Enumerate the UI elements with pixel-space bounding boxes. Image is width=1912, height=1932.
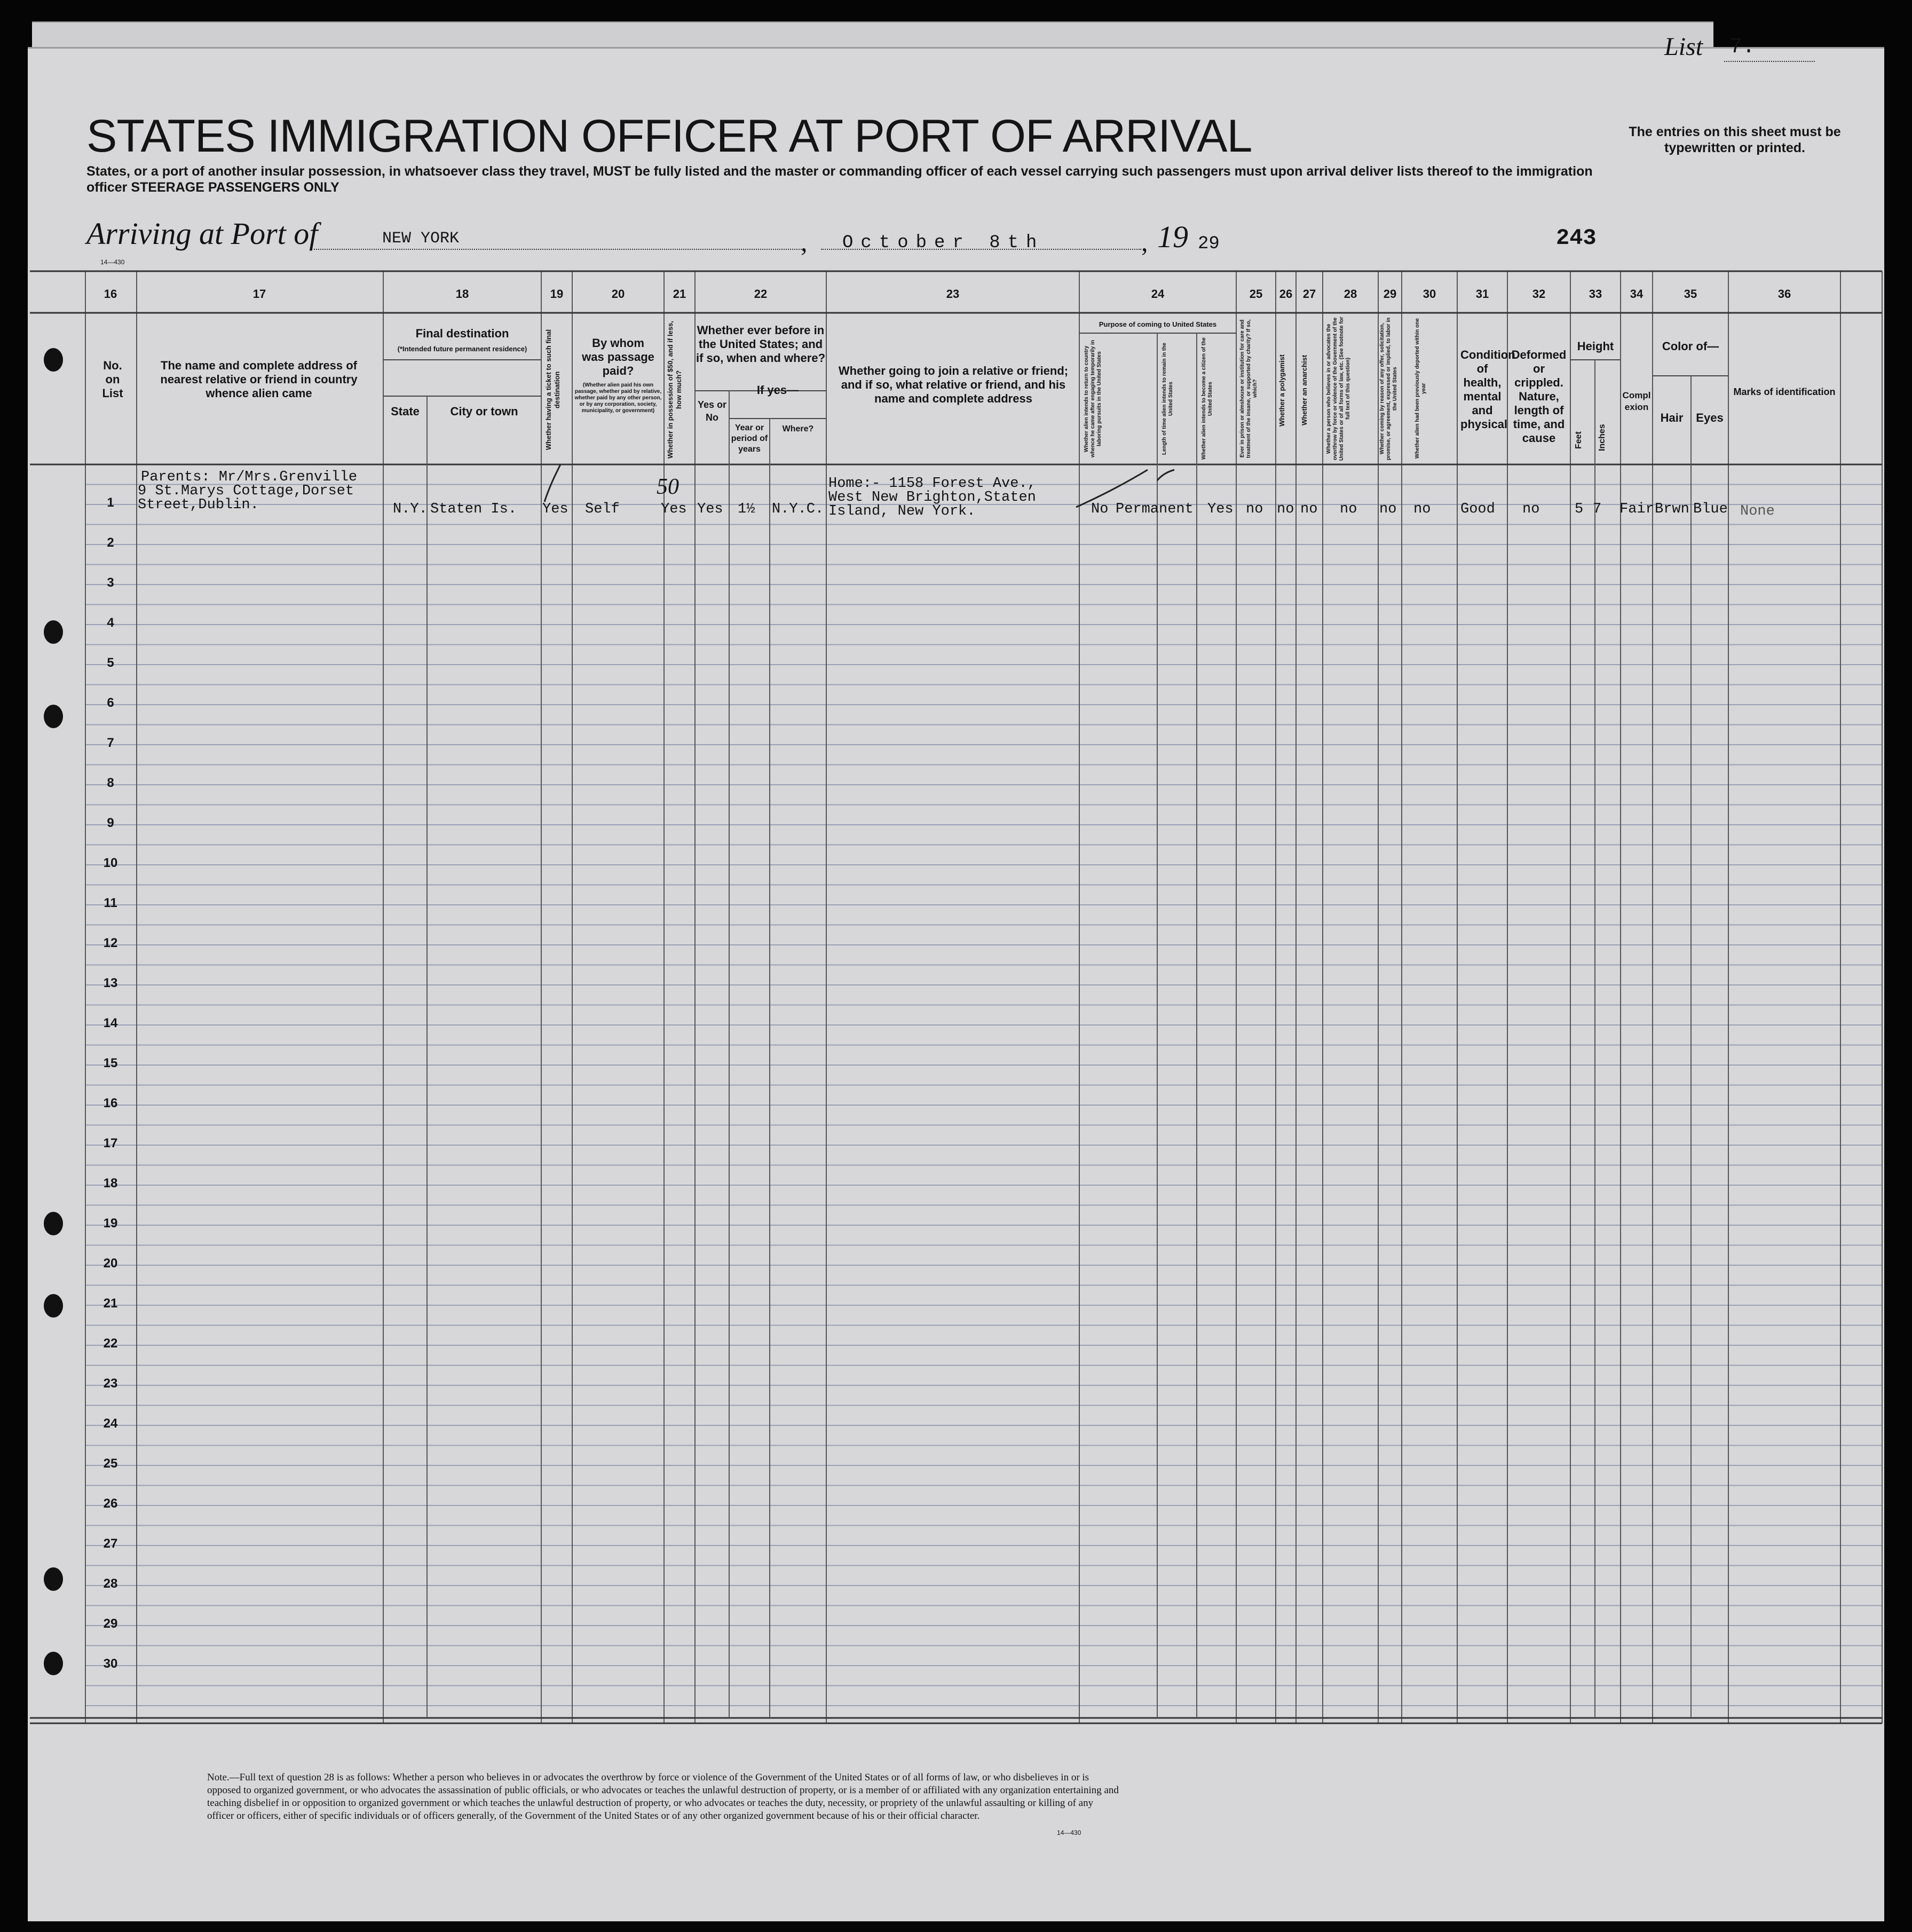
header-relative-address: The name and complete address of nearest relative or friend in country whence alien came	[160, 359, 358, 400]
row-number: 30	[103, 1657, 118, 1671]
column-number: 27	[1302, 287, 1316, 301]
row-number: 2	[107, 535, 114, 550]
header-offer-labor: Whether coming by reason of any offer, solicitation, promise, or agreement, expressed or implied, to labor in the United States	[1379, 317, 1398, 460]
row-number: 1	[107, 495, 114, 510]
list-number: 7.	[1729, 35, 1756, 59]
header-return-temporarily: Whether alien intends to return to country whence he came after engaging temporarily in laboring pursuits in the United States	[1084, 340, 1102, 458]
header-hair: Hair	[1660, 411, 1684, 424]
return-temporarily-value: No	[1091, 501, 1109, 517]
row-number: 20	[103, 1256, 118, 1271]
relative-name-line1: Parents: Mr/Mrs.Grenville	[141, 469, 358, 485]
year-prefix: 19	[1157, 219, 1188, 254]
header-prison-almshouse: Ever in prison or almshouse or institution for care and treatment of the insane, or supported by charity? If so, which?	[1239, 319, 1258, 458]
header-feet: Feet	[1574, 431, 1583, 450]
passage-paid-by: Self	[585, 501, 620, 517]
relative-address-line2: 9 St.Marys Cottage,Dorset	[138, 483, 354, 499]
row-number: 25	[103, 1456, 118, 1471]
row-number: 22	[103, 1336, 118, 1351]
column-number: 20	[611, 287, 625, 301]
row-number: 19	[103, 1216, 118, 1231]
prison-value: no	[1246, 501, 1263, 517]
join-address-line1: Home:- 1158 Forest Ave.,	[828, 476, 1036, 492]
row-number: 12	[103, 936, 118, 950]
column-number: 30	[1423, 287, 1436, 301]
row-number: 3	[107, 575, 114, 590]
header-ever-in-us: Whether ever before in the United States; and if so, when and where?	[696, 324, 826, 365]
overthrow-value: no	[1340, 501, 1357, 517]
header-passage-paid: By whom was passage paid?	[582, 336, 654, 377]
date-value: October 8th	[842, 233, 1045, 253]
form-code: 14—430	[1057, 1829, 1081, 1836]
header-length-stay: Length of time alien intends to remain in the United States	[1162, 343, 1174, 455]
header-deported: Whether alien had been previously deported within one year	[1415, 318, 1427, 459]
header-join-relative: Whether going to join a relative or friend; and if so, what relative or friend, and his name and complete address	[838, 364, 1069, 405]
column-number: 29	[1383, 287, 1397, 301]
header-yes-or-no: Yes or No	[697, 399, 727, 423]
row-number: 18	[103, 1176, 118, 1190]
header-inches: Inches	[1598, 424, 1607, 452]
join-address-line3: Island, New York.	[828, 503, 976, 519]
header-final-destination-note: (*Intended future permanent residence)	[397, 345, 527, 353]
column-number: 22	[754, 287, 768, 301]
intro-text: States, or a port of another insular possession, in whatsoever class they travel, MUST be fully listed and the master or commanding officer of each vessel carrying such passengers must upon arrival deliver lists thereof to the immigration officer STEERAGE PASSENGERS ONLY	[86, 164, 1593, 195]
list-label: List	[1664, 33, 1703, 61]
offer-value: no	[1379, 501, 1397, 517]
money-handwritten-amount: 50	[657, 475, 679, 499]
destination-state: N.Y.	[393, 501, 428, 517]
year-suffix: 29	[1198, 234, 1220, 254]
height-inches-value: 7	[1593, 501, 1602, 517]
row-number: 7	[107, 736, 114, 750]
row-number: 8	[107, 776, 114, 790]
row-number: 26	[103, 1496, 118, 1511]
port-value: NEW YORK	[382, 230, 460, 248]
row-number: 9	[107, 816, 114, 830]
column-number: 25	[1249, 287, 1263, 301]
column-number: 21	[673, 287, 686, 301]
row-number: 29	[103, 1616, 118, 1631]
ever-in-us-value: Yes	[697, 501, 723, 517]
money-value: Yes	[661, 501, 687, 517]
form-code: 14—430	[100, 258, 125, 266]
sheet-number: 243	[1556, 225, 1597, 251]
comma: ,	[1141, 227, 1148, 257]
row-number: 23	[103, 1376, 118, 1391]
column-number: 36	[1777, 287, 1791, 301]
height-feet-value: 5	[1575, 501, 1584, 517]
column-number: 28	[1344, 287, 1357, 301]
header-become-citizen: Whether alien intends to become a citizen of the United States	[1201, 337, 1213, 460]
header-color-of: Color of—	[1662, 340, 1719, 353]
destination-city: Staten Is.	[430, 501, 517, 517]
arriving-label: Arriving at Port of	[86, 216, 318, 251]
years-value: 1½	[738, 501, 755, 517]
header-ticket: Whether having a ticket to such final destination	[544, 329, 561, 451]
complexion-value: Fair	[1619, 501, 1654, 517]
header-health: Condition of health, mental and physical	[1460, 348, 1515, 431]
row-number: 15	[103, 1056, 118, 1070]
column-number: 17	[252, 287, 266, 301]
header-city: City or town	[450, 405, 518, 418]
column-number: 34	[1630, 287, 1644, 301]
header-no-on-list: No. on List	[102, 359, 123, 400]
row-number: 6	[107, 696, 114, 710]
deported-value: no	[1413, 501, 1431, 517]
header-marks: Marks of identification	[1733, 387, 1836, 397]
page-title: STATES IMMIGRATION OFFICER AT PORT OF ARRIVAL	[86, 111, 1252, 162]
header-final-destination: Final destination	[415, 327, 509, 340]
ticket-value: Yes	[542, 501, 568, 517]
comma: ,	[801, 227, 808, 257]
header-state: State	[391, 405, 420, 418]
column-number: 16	[104, 287, 117, 301]
column-number: 19	[550, 287, 564, 301]
header-fifty-dollars: Whether in possession of $50, and if less, how much?	[666, 321, 683, 459]
join-address-line2: West New Brighton,Staten	[828, 490, 1036, 506]
column-number: 18	[455, 287, 469, 301]
column-number: 32	[1532, 287, 1546, 301]
column-number: 26	[1279, 287, 1293, 301]
row-number: 27	[103, 1536, 118, 1551]
row-number: 21	[103, 1296, 118, 1311]
row-number: 11	[104, 896, 117, 910]
row-number: 5	[107, 656, 114, 670]
header-where: Where?	[782, 424, 814, 433]
header-if-yes: If yes—	[756, 383, 799, 397]
health-value: Good	[1460, 501, 1495, 517]
citizen-value: Yes	[1207, 501, 1234, 517]
row-number: 28	[103, 1576, 118, 1591]
where-value: N.Y.C.	[772, 501, 824, 517]
column-number: 35	[1684, 287, 1697, 301]
row-number: 14	[103, 1016, 118, 1030]
eye-color-value: Blue	[1693, 501, 1728, 517]
anarchist-value: no	[1300, 501, 1318, 517]
column-number: 33	[1589, 287, 1602, 301]
length-stay-value: Permanent	[1116, 501, 1194, 517]
footnote: Note.—Full text of question 28 is as follows: Whether a person who believes in or advocates the overthrow by force or violence of the Government of the United States or of all forms of law, or who disbelieves in or is opposed to organized government, or who advocates the assassination of public officials, or who advocates or teaches the unlawful destruction of property, or is a member of or affiliated with any organization entertaining and teaching disbelief in or opposition to organized government or which teaches the unlawful destruction of property, or who advocates or teaches the duty, necessity, or propriety of the unlawful assaulting or killing of any officer or officers, either of specific individuals or of officers generally, of the Government of the United States or of any other organized government because of his or their official character.	[207, 1772, 1119, 1821]
header-height: Height	[1577, 340, 1614, 353]
header-year-period: Year or period of years	[731, 423, 768, 454]
row-number: 13	[103, 976, 118, 990]
header-passage-note: (Whether alien paid his own passage, whether paid by relative, whether paid by any other person, or by any corporation, society, municipality, or government)	[574, 382, 662, 414]
column-number: 24	[1151, 287, 1165, 301]
header-anarchist: Whether an anarchist	[1300, 354, 1308, 426]
row-number: 17	[103, 1136, 118, 1150]
header-deformed: Deformed or crippled. Nature, length of time, and cause	[1511, 348, 1567, 445]
row-number: 24	[103, 1416, 118, 1431]
row-number: 10	[103, 856, 118, 870]
header-eyes: Eyes	[1696, 411, 1724, 424]
entries-instruction: The entries on this sheet must be typewritten or printed.	[1629, 124, 1841, 155]
relative-address-line3: Street,Dublin.	[138, 497, 259, 513]
row-number: 4	[107, 616, 114, 630]
header-polygamist: Whether a polygamist	[1278, 354, 1286, 427]
column-number: 23	[946, 287, 960, 301]
row-number: 16	[103, 1096, 118, 1110]
header-purpose: Purpose of coming to United States	[1099, 320, 1217, 328]
marks-value: None	[1740, 503, 1775, 519]
column-number: 31	[1475, 287, 1489, 301]
hair-color-value: Brwn	[1655, 501, 1689, 517]
header-overthrow: Whether a person who believes in or advocates the overthrow by force or violence of the Government of the United States or of all forms of law, etc. (See footnote for full text of this question)	[1326, 317, 1351, 461]
header-complexion: Complexion	[1622, 390, 1651, 412]
deformed-value: no	[1522, 501, 1540, 517]
polygamist-value: no	[1277, 501, 1294, 517]
